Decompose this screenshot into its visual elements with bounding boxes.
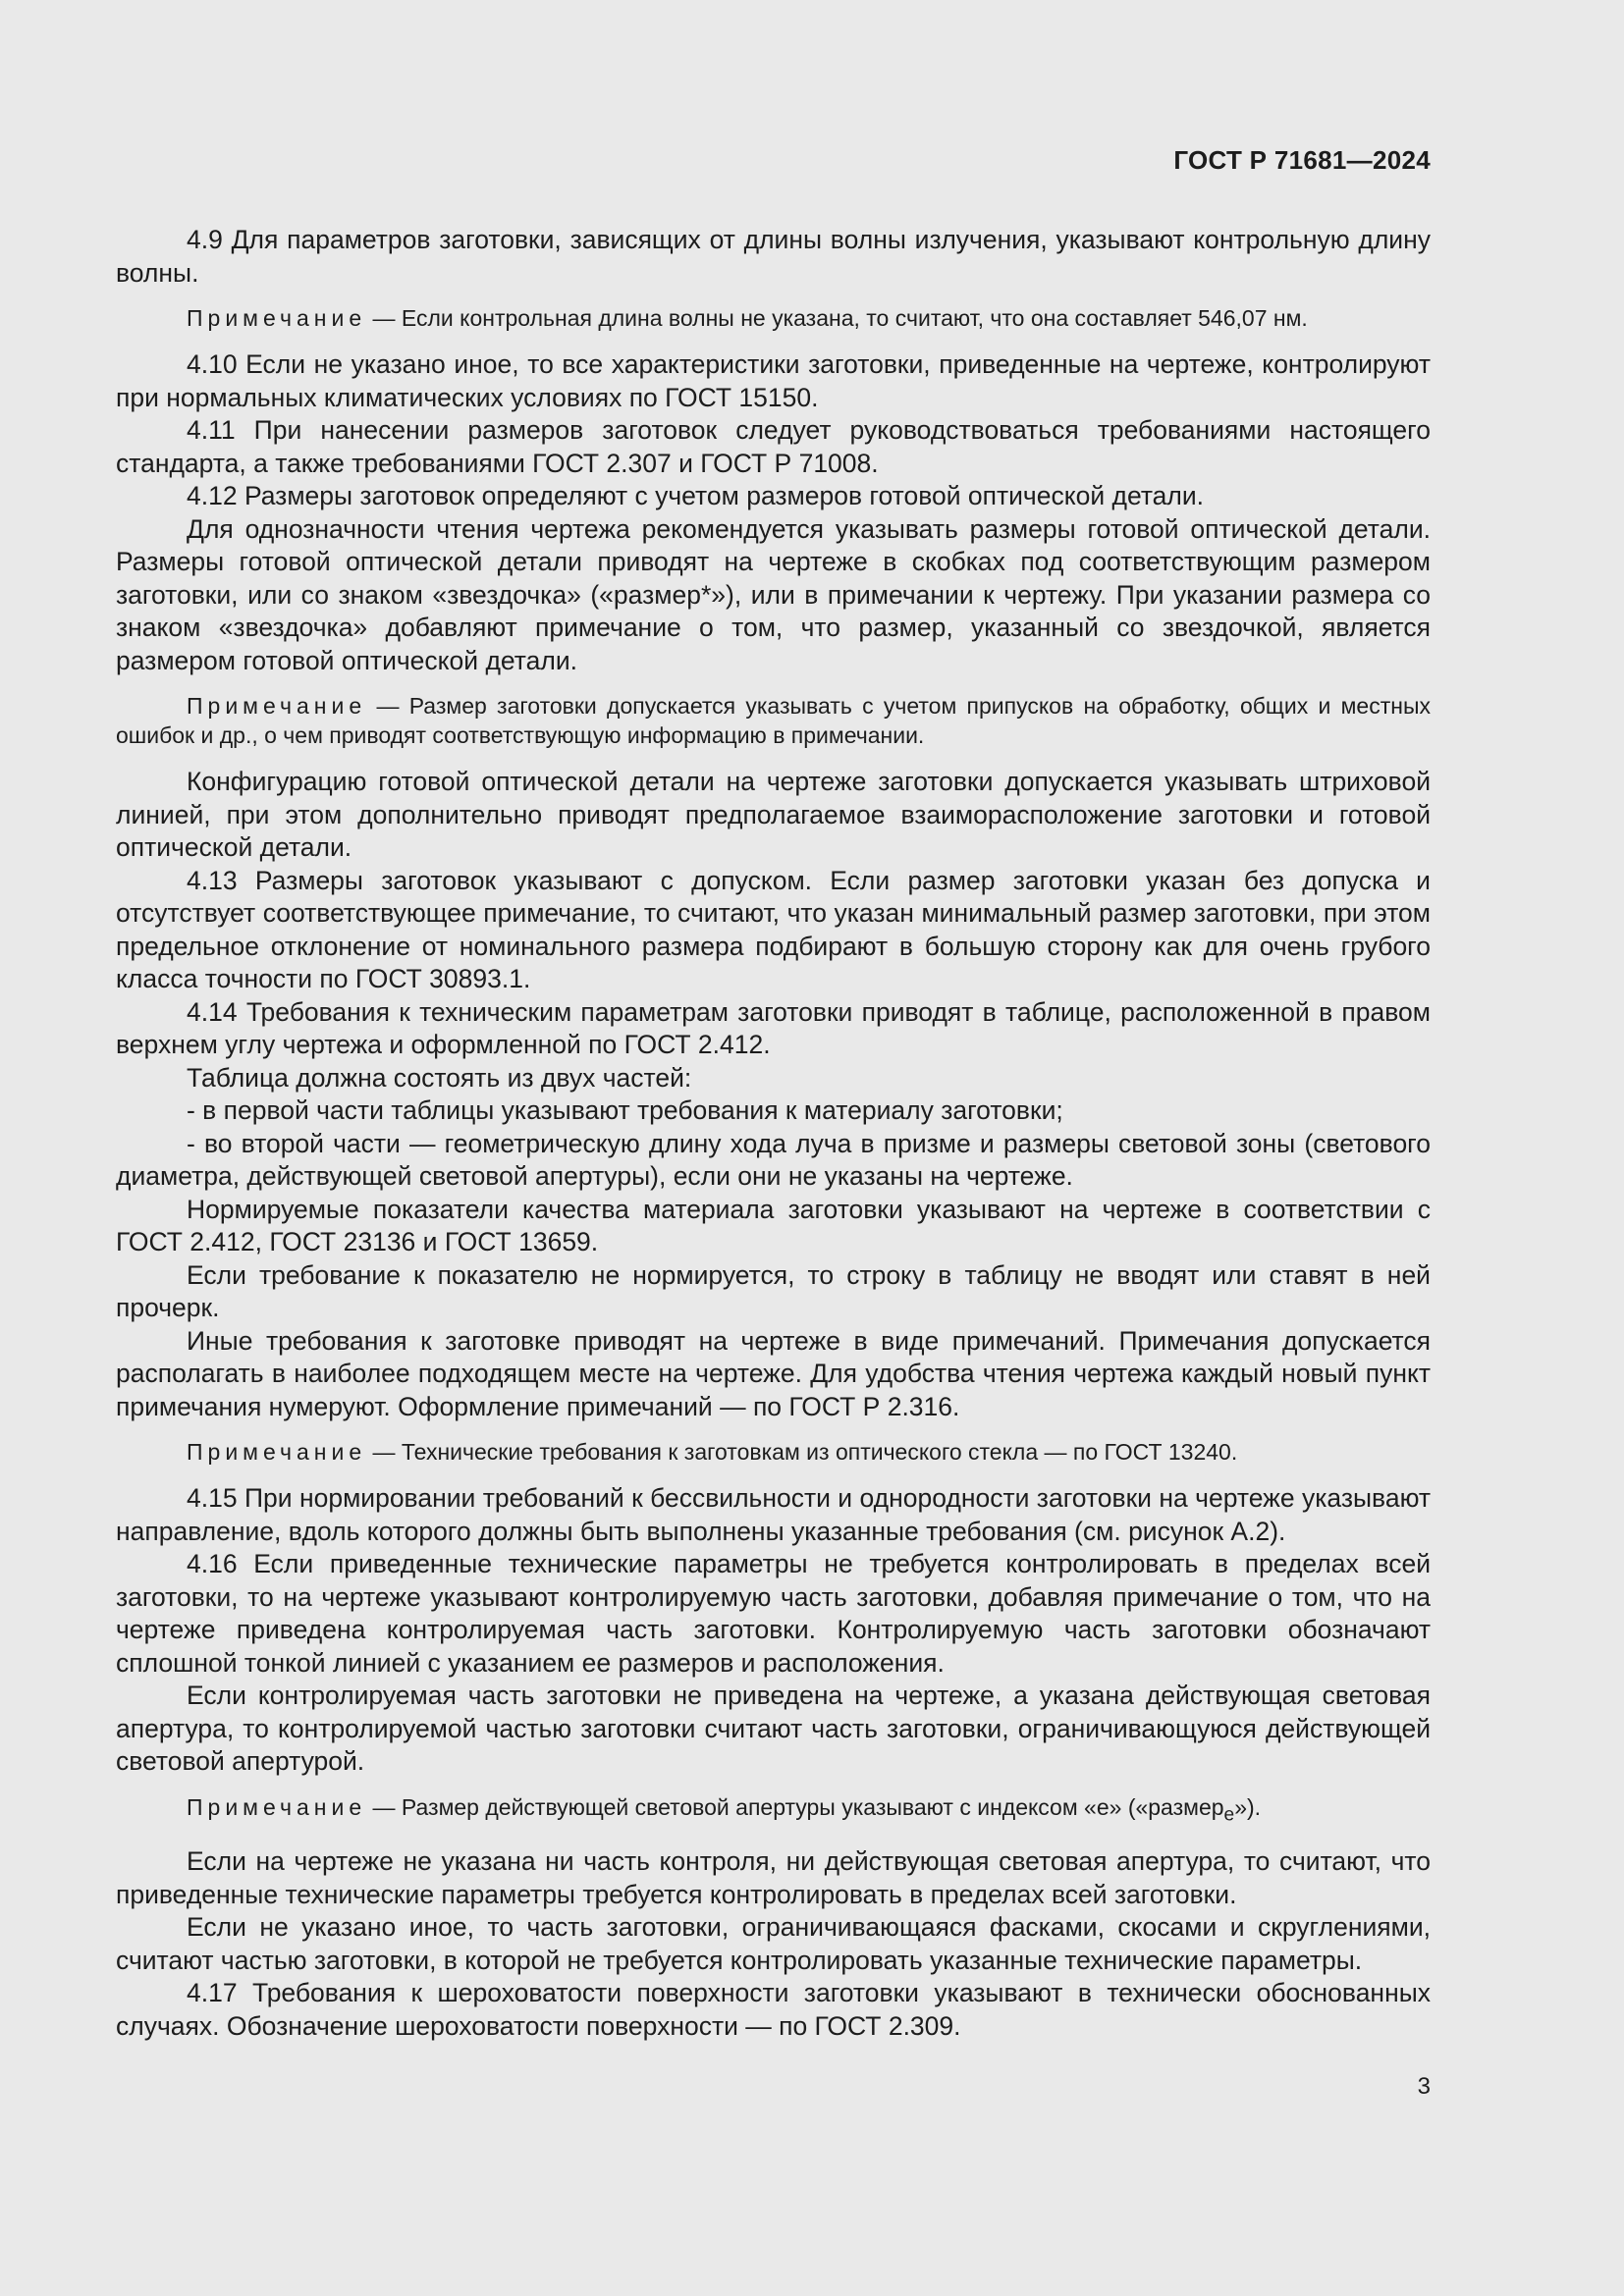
list-item-first-part: - в первой части таблицы указывают требования к материалу заготовки; [187, 1095, 1063, 1125]
paragraph-4-13: 4.13 Размеры заготовок указывают с допуском. Если размер заготовки указан без допуска и отсутствует соответствующее примечание, то считают, что указан минимальный размер заготовки, при этом предельное отклонение от номинального размера подбирают в большую сторону как для очень грубого класса точности по ГОСТ 30893.1. [116, 865, 1431, 993]
note-text: — Размер действующей световой апертуры указывают с индексом «e» («размер [372, 1793, 1224, 1820]
paragraph-4-12: 4.12 Размеры заготовок определяют с учетом размеров готовой оптической детали. [187, 481, 1205, 510]
note-3 [116, 1437, 1431, 1467]
paragraph-4-11: 4.11 При нанесении размеров заготовок следует руководствоваться требованиями настоящего стандарта, а также требованиями ГОСТ 2.307 и ГОСТ Р 71008. [116, 415, 1431, 478]
paragraph-4-10: 4.10 Если не указано иное, то все характеристики заготовки, приведенные на чертеже, контролируют при нормальных климатических условиях по ГОСТ 15150. [116, 349, 1431, 412]
document-header: ГОСТ Р 71681—2024 [1173, 145, 1431, 175]
note-label: Примечание [187, 1439, 367, 1465]
list-item-second-part: - во второй части — геометрическую длину хода луча в призме и размеры световой зоны (светового диаметра, действующей световой апертуры), если они не указаны на чертеже. [116, 1128, 1431, 1191]
paragraph-no-control-part: Если на чертеже не указана ни часть контроля, ни действующая световая апертура, то считают, что приведенные технические параметры требуется контролировать в пределах всей заготовки. [116, 1846, 1431, 1909]
note-text: — Если контрольная длина волны не указана, то считают, что она составляет 546,07 нм. [372, 305, 1308, 331]
paragraph-4-15: 4.15 При нормировании требований к бессвильности и однородности заготовки на чертеже указывают направление, вдоль которого должны быть выполнены указанные требования (см. рисунок А.2). [116, 1483, 1431, 1546]
note-text-end: »). [1234, 1793, 1262, 1820]
paragraph-table-parts: Таблица должна состоять из двух частей: [187, 1062, 692, 1093]
note-2 [116, 691, 1431, 750]
paragraph-4-17: 4.17 Требования к шероховатости поверхности заготовки указывают в технически обоснованных случаях. Обозначение шероховатости поверхности — по ГОСТ 2.309. [116, 1978, 1431, 2041]
paragraph-4-9: 4.9 Для параметров заготовки, зависящих от длины волны излучения, указывают контрольную длину волны. [116, 225, 1431, 288]
note-text: — Размер заготовки допускается указывать с учетом припусков на обработку, общих и местных ошибок и др., о чем приводят соответствующую информацию в примечании. [116, 693, 1431, 748]
document-body [116, 224, 1431, 2043]
note-4 [116, 1792, 1431, 1831]
paragraph-not-normalized: Если требование к показателю не нормируется, то строку в таблицу не вводят или ставят в ней прочерк. [116, 1259, 1431, 1322]
paragraph-4-12-detail: Для однозначности чтения чертежа рекомендуется указывать размеры готовой оптической детали. Размеры готовой оптической детали приводят на чертеже в скобках под соответствующим размером заготовки, или со знаком «звездочка» («размер*»), или в примечании к чертежу. При указании размера со знаком «звездочка» добавляют примечание о том, что размер, указанный со звездочкой, является размером готовой оптической детали. [116, 513, 1431, 675]
note-text: — Технические требования к заготовкам из оптического стекла — по ГОСТ 13240. [372, 1439, 1238, 1465]
paragraph-4-16: 4.16 Если приведенные технические параметры не требуется контролировать в пределах всей заготовки, то на чертеже указывают контролируемую часть заготовки, добавляя примечание о том, что на чертеже приведена контролируемая часть заготовки. Контролируемую часть заготовки обозначают сплошной тонкой линией с указанием ее размеров и расположения. [116, 1549, 1431, 1678]
paragraph-normalized-indicators: Нормируемые показатели качества материала заготовки указывают на чертеже в соответствии с ГОСТ 2.412, ГОСТ 23136 и ГОСТ 13659. [116, 1194, 1431, 1256]
note-subscript: e [1223, 1804, 1235, 1826]
note-label: Примечание [187, 305, 367, 331]
page-number: 3 [1417, 2073, 1431, 2100]
note-label: Примечание [187, 693, 367, 719]
paragraph-configuration: Конфигурацию готовой оптической детали на чертеже заготовки допускается указывать штриховой линией, при этом дополнительно приводят предполагаемое взаиморасположение заготовки и готовой оптической детали. [116, 767, 1431, 862]
paragraph-4-14: 4.14 Требования к техническим параметрам заготовки приводят в таблице, расположенной в правом верхнем углу чертежа и оформленной по ГОСТ 2.412. [116, 996, 1431, 1059]
note-1 [116, 303, 1431, 333]
note-label: Примечание [187, 1793, 367, 1820]
paragraph-chamfers: Если не указано иное, то часть заготовки, ограничивающаяся фасками, скосами и скруглениями, считают частью заготовки, в которой не требуется контролировать указанные технические параметры. [116, 1912, 1431, 1975]
paragraph-4-16-detail: Если контролируемая часть заготовки не приведена на чертеже, а указана действующая световая апертура, то контролируемой частью заготовки считают часть заготовки, ограничивающуюся действующей световой апертурой. [116, 1681, 1431, 1776]
paragraph-other-requirements: Иные требования к заготовке приводят на чертеже в виде примечаний. Примечания допускается располагать в наиболее подходящем месте на чертеже. Для удобства чтения чертежа каждый новый пункт примечания нумеруют. Оформление примечаний — по ГОСТ Р 2.316. [116, 1325, 1431, 1421]
